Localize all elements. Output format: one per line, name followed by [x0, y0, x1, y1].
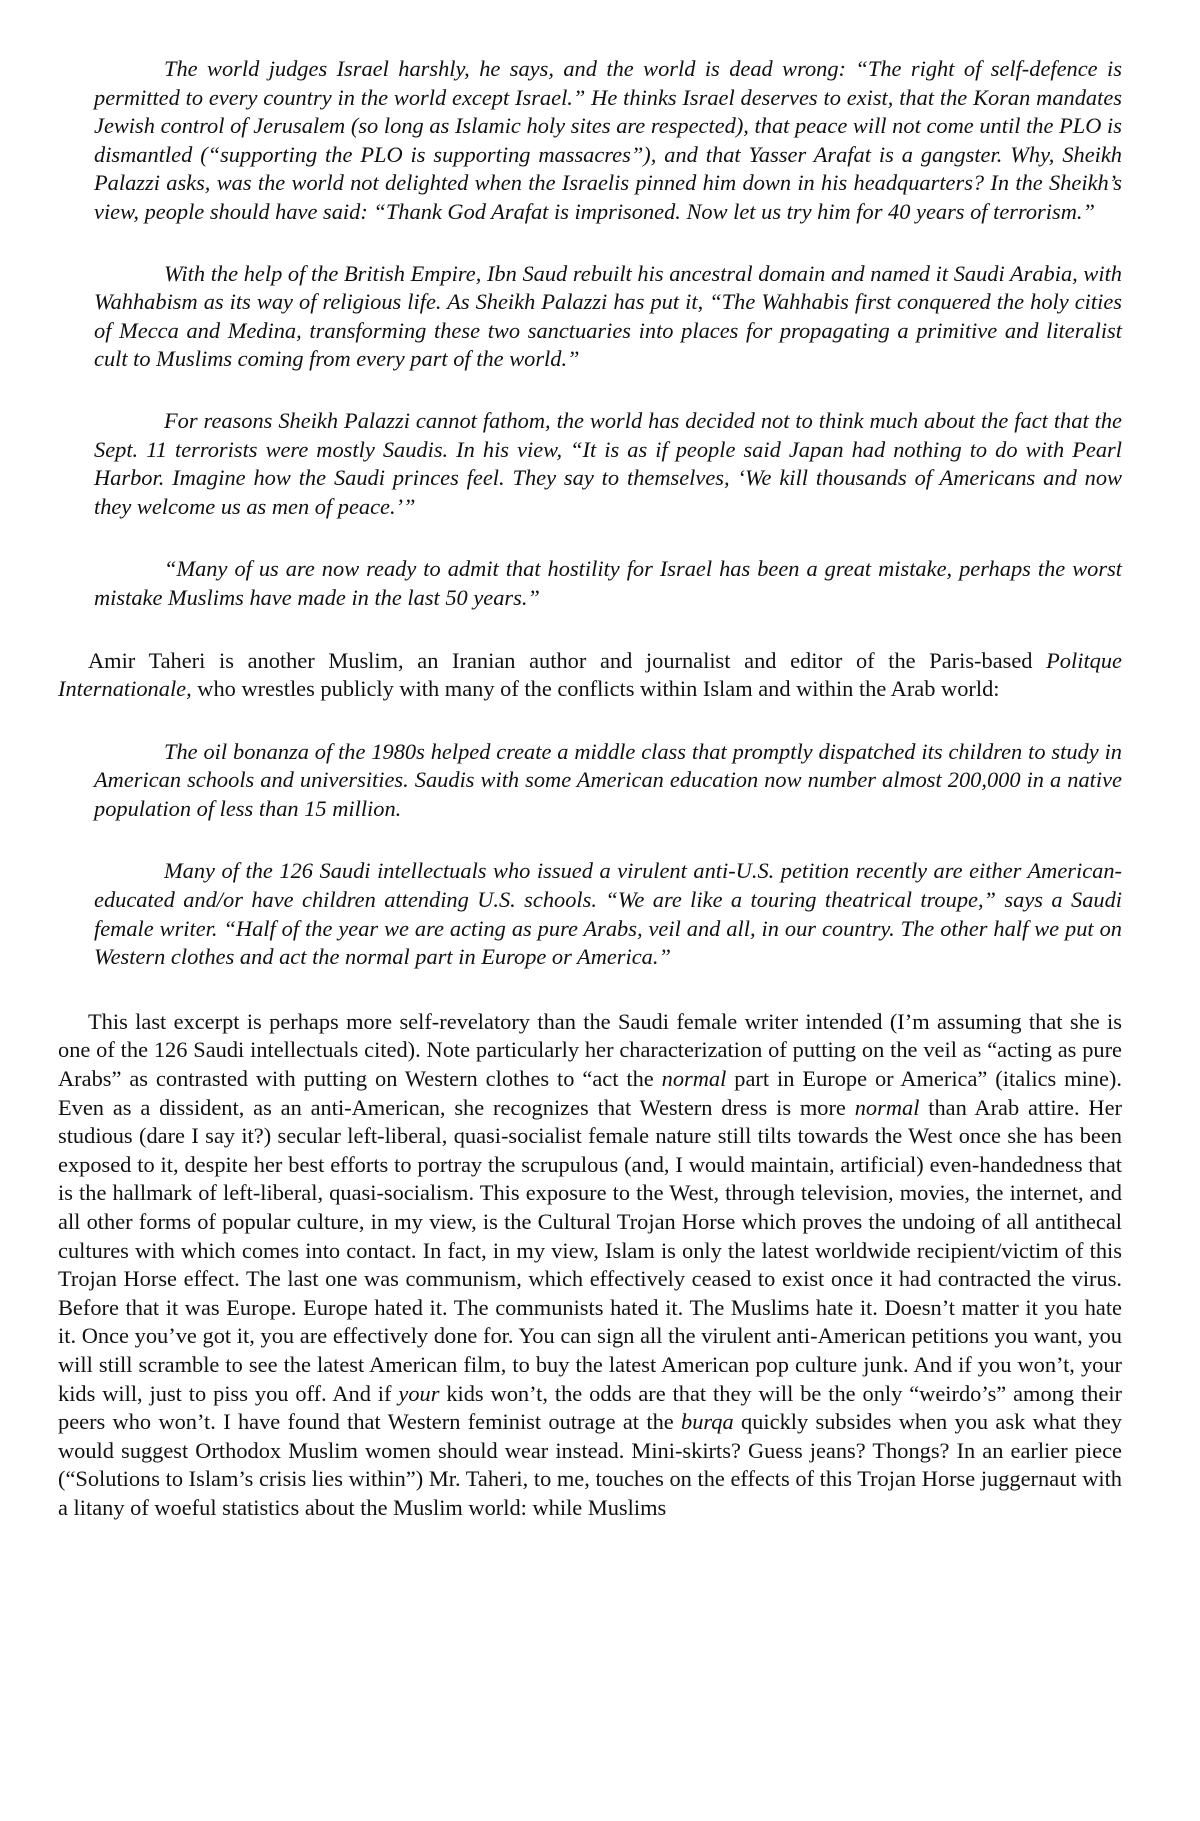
quote-oil-bonanza: The oil bonanza of the 1980s helped create a middle class that promptly dispatched its children to study in American schools and universities. Saudis with some American education now number almost 200,000 in a native population of less than 15 million. [94, 738, 1122, 821]
quote-sept-11: For reasons Sheikh Palazzi cannot fathom, the world has decided not to think much about the fact that the Sept. 11 terrorists were mostly Saudis. In his view, “It is as if people said Japan had nothing to do with Pearl Harbor. Imagine how the Saudi princes feel. They say to themselves, ‘We kill thousands of Americans and now they welcome us as men of peace.’” [94, 407, 1122, 519]
intro-taheri [58, 647, 1122, 704]
quote-saudi-intellectuals: Many of the 126 Saudi intellectuals who issued a virulent anti-U.S. petition recently are either American-educated and/or have children attending U.S. schools. “We are like a touring theatrical troupe,” says a Saudi female writer. “Half of the year we are acting as pure Arabs, veil and all, in our country. The other half we put on Western clothes and act the normal part in Europe or America.” [94, 858, 1122, 970]
commentary-part-1: This last excerpt is perhaps more self-revelatory than the Saudi female writer intended (I’m assuming that she is one of the 126 Saudi intellectuals cited). Note particularly her characterization of putting on the veil as “acting as pure Arabs” as contrasted with putting on Western clothes to “act the [58, 1008, 1122, 1092]
intro-after: who wrestles publicly with many of the conflicts within Islam and within the Arab world: [191, 676, 1000, 702]
commentary-part-5: quickly subsides when you ask what they would suggest Orthodox Muslim women should wear instead. Mini-skirts? Guess jeans? Thongs? In an earlier piece (“Solutions to Islam’s crisis lies within”) Mr. Taheri, to me, touches on the effects of this Trojan Horse juggernaut with a litany of woeful statistics about the Muslim world: while Muslims [58, 1409, 1122, 1520]
commentary-paragraph [58, 1008, 1122, 1523]
quote-hostility-mistake: “Many of us are now ready to admit that hostility for Israel has been a great mistake, perhaps the worst mistake Muslims have made in the last 50 years.” [94, 556, 1122, 610]
commentary-part-3: than Arab attire. Her studious (dare I say it?) secular left-liberal, quasi-socialist female nature still tilts towards the West once she has been exposed to it, despite her best efforts to portray the scrupulous (and, I would maintain, artificial) even-handedness that is the hallmark of left-liberal, quasi-socialism. This exposure to the West, through television, movies, the internet, and all other forms of popular culture, in my view, is the Cultural Trojan Horse which proves the undoing of all antithecal cultures with which comes into contact. In fact, in my view, Islam is only the latest worldwide recipient/victim of this Trojan Horse effect. The last one was communism, which effectively ceased to exist once it had contracted the virus. Before that it was Europe. Europe hated it. The communists hated it. The Muslims hate it. Doesn’t matter it you hate it. Once you’ve got it, you are effectively done for. You can sign all the virulent anti-American petitions you want, you will still scramble to see the latest American film, to buy the latest American pop culture junk. And if you won’t, your kids will, just to piss you off. And if [58, 1094, 1122, 1406]
commentary-em-2: normal [854, 1094, 920, 1120]
publication-title: Politque Internationale, [58, 647, 1122, 702]
commentary-em-1: normal [661, 1066, 727, 1092]
quote-ibn-saud: With the help of the British Empire, Ibn Saud rebuilt his ancestral domain and named it Saudi Arabia, with Wahhabism as its way of religious life. As Sheikh Palazzi has put it, “The Wahhabis first conquered the holy cities of Mecca and Medina, transforming these two sanctuaries into places for propagating a primitive and literalist cult to Muslims coming from every part of the world.” [94, 260, 1122, 372]
commentary-part-4: kids won’t, the odds are that they will be the only “weirdo’s” among their peers who won’t. I have found that Western feminist outrage at the [58, 1380, 1122, 1435]
intro-before: Amir Taheri is another Muslim, an Iranian author and journalist and editor of the Paris-based [88, 647, 1047, 673]
quote-palazzi-israel: The world judges Israel harshly, he says, and the world is dead wrong: “The right of self-defence is permitted to every country in the world except Israel.” He thinks Israel deserves to exist, that the Koran mandates Jewish control of Jerusalem (so long as Islamic holy sites are respected), that peace will not come until the PLO is dismantled (“supporting the PLO is supporting massacres”), and that Yasser Arafat is a gangster. Why, Sheikh Palazzi asks, was the world not delighted when the Israelis pinned him down in his headquarters? In the Sheikh’s view, people should have said: “Thank God Arafat is imprisoned. Now let us try him for 40 years of terrorism.” [94, 56, 1122, 224]
commentary-em-3: your [398, 1380, 440, 1406]
commentary-part-2: part in Europe or America” (italics mine). Even as a dissident, as an anti-American, she recognizes that Western dress is more [58, 1066, 1122, 1120]
commentary-em-4: burqa [681, 1409, 734, 1435]
